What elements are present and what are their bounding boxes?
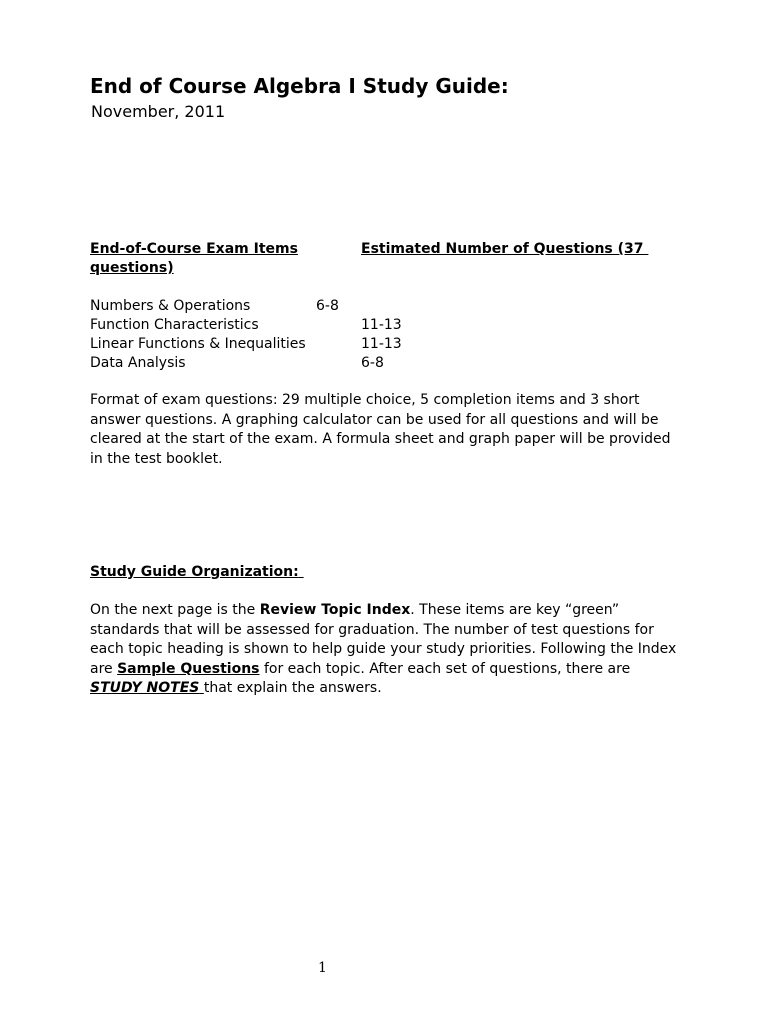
question-count-header-wrap: questions) (90, 260, 174, 276)
exam-item-row: Data Analysis (90, 355, 186, 371)
exam-item-count: 6-8 (361, 355, 384, 371)
exam-format-paragraph: Format of exam questions: 29 multiple choice, 5 completion items and 3 short answer questions. A graphing calculator can be used for all questions and will be cleared at the start of the exam. A formula sheet and graph paper will be provided in the test booklet. (90, 392, 671, 467)
exam-item-row: Numbers & Operations (90, 298, 251, 314)
exam-item-count: 11-13 (361, 317, 402, 333)
exam-item-count: 11-13 (361, 336, 402, 352)
exam-item-row: Function Characteristics (90, 317, 259, 333)
question-count-header: Estimated Number of Questions (37 (361, 241, 644, 257)
exam-item-count: 6-8 (316, 298, 339, 314)
page-number: 1 (318, 960, 327, 976)
header-underline-gap (295, 240, 361, 259)
document-date: November, 2011 (91, 102, 226, 121)
exam-item-row: Linear Functions & Inequalities (90, 336, 306, 352)
organization-paragraph: On the next page is the Review Topic Index. These items are key “green” standards that will be assessed for graduation. The number of test questions for each topic heading is shown to help guide your study priorities. Following the Index are Sample Questions for each topic. After each set of questions, there are STUDY NOTES that explain the answers. (90, 602, 677, 696)
review-topic-index-term: Review Topic Index (259, 602, 411, 618)
organization-heading: Study Guide Organization: (90, 564, 299, 580)
study-notes-term: STUDY NOTES (90, 680, 200, 696)
sample-questions-term: Sample Questions (117, 660, 260, 677)
exam-items-header: End-of-Course Exam Items (90, 241, 298, 257)
document-title: End of Course Algebra I Study Guide: (90, 74, 509, 98)
